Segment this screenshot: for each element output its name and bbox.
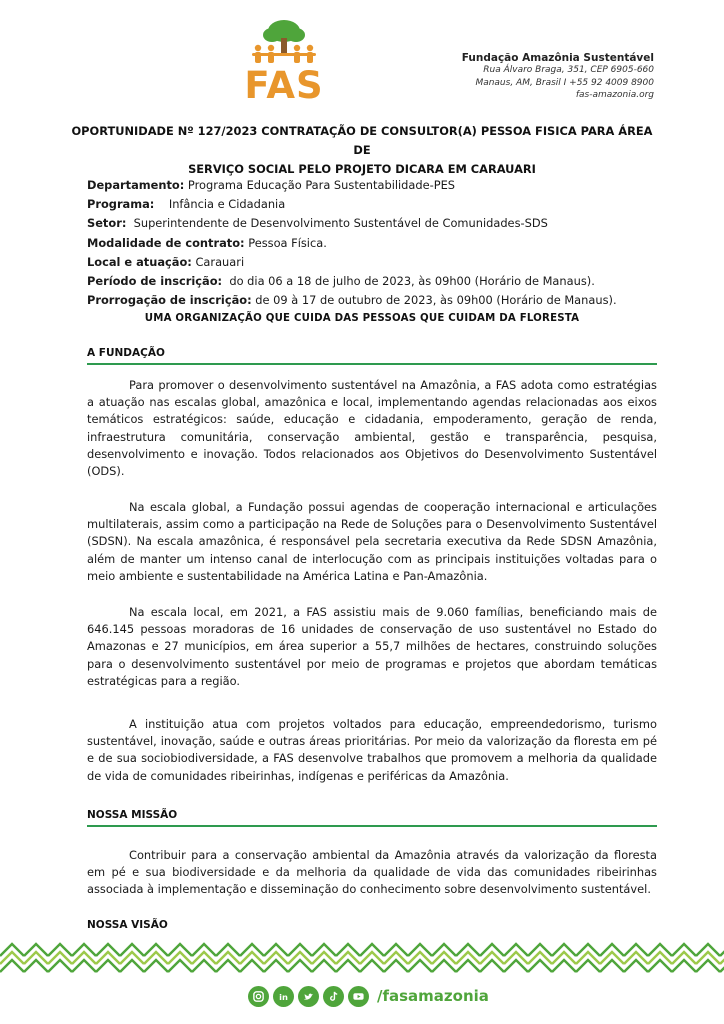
paragraph: Contribuir para a conservação ambiental da Amazônia através da valorização da floresta em pé e sua biodiversidade e da melhoria da qualidade de vida das comunidades ribeirinhas associada à implementação e disseminação do conhecimento sobre desenvolvimento sustentável.	[87, 848, 657, 897]
info-value: Carauari	[191, 254, 245, 269]
section-missao	[87, 809, 657, 827]
org-address-block	[462, 52, 654, 102]
paragraph: A instituição atua com projetos voltados para educação, empreendedorismo, turismo sustentável, inovação, saúde e outras áreas prioritárias. Por meio da valorização da floresta em pé e de sua sociobiodiversidade, a FAS desenvolve trabalhos que promovem a melhoria da qualidade de vida de comunidades ribeirinhas, indígenas e periféricas da Amazônia.	[87, 717, 657, 783]
info-contract	[87, 234, 647, 253]
info-value: Infância e Cidadania	[154, 197, 286, 212]
info-program	[87, 195, 647, 214]
address-line: Manaus, AM, Brasil I +55 92 4009 8900	[475, 77, 654, 88]
section-heading: NOSSA VISÃO	[87, 919, 168, 931]
org-name: Fundação Amazônia Sustentável	[461, 52, 654, 64]
tree-people-icon	[244, 18, 324, 68]
info-sector	[87, 214, 647, 233]
slogan: UMA ORGANIZAÇÃO QUE CUIDA DAS PESSOAS QUE CUIDAM DA FLORESTA	[144, 313, 580, 324]
info-label: Programa:	[87, 197, 155, 212]
twitter-icon[interactable]	[298, 986, 319, 1007]
svg-text:in: in	[279, 991, 288, 1002]
info-location	[87, 253, 647, 272]
info-label: Local e atuação:	[87, 254, 192, 269]
linkedin-icon[interactable]	[273, 986, 294, 1007]
info-label: Modalidade de contrato:	[87, 235, 245, 250]
info-department	[87, 176, 647, 195]
info-value: do dia 06 a 18 de julho de 2023, às 09h00 (Horário de Manaus).	[222, 274, 595, 289]
tiktok-icon[interactable]	[323, 986, 344, 1007]
social-footer	[248, 985, 489, 1007]
paragraph: Na escala global, a Fundação possui agendas de cooperação internacional e articulações multilaterais, assim como a participação na Rede de Soluções para o Desenvolvimento Sustentável (SDSN). Na escala amazônica, é responsável pela secretaria executiva da Rede SDSN Amazônia, além de manter um intenso canal de interlocução com as principais instituições voltadas para o meio ambiente e sustentabilidade na América Latina e Pan-Amazônia.	[87, 500, 657, 583]
section-fundacao	[87, 347, 657, 365]
info-label: Período de inscrição:	[87, 274, 223, 289]
document-title	[70, 122, 654, 179]
info-value: Programa Educação Para Sustentabilidade-PES	[184, 178, 456, 192]
section-heading: A FUNDAÇÃO	[87, 347, 657, 365]
info-label: Prorrogação de inscrição:	[87, 293, 252, 308]
info-registration-extension	[87, 291, 647, 310]
logo-wordmark: FAS	[244, 64, 324, 107]
info-registration-period	[87, 272, 647, 291]
instagram-icon[interactable]	[248, 986, 269, 1007]
social-handle[interactable]: /fasamazonia	[377, 987, 489, 1005]
paragraph: Para promover o desenvolvimento sustentável na Amazônia, a FAS adota como estratégias a atuação nas escalas global, amazônica e local, implementando agendas relacionadas aos eixos temáticos estratégicos: saúde, educação e cidadania, empoderamento, geração de renda, infraestrutura comunitária, conservação ambiental, gestão e transparência, pesquisa, desenvolvimento e inovação. Todos relacionados aos Objetivos do Desenvolvimento Sustentável (ODS).	[87, 378, 657, 479]
website-line: fas-amazonia.org	[575, 90, 654, 100]
address-line: Rua Álvaro Braga, 351, CEP 6905-660	[483, 65, 654, 75]
section-visao	[87, 919, 657, 935]
title-line: OPORTUNIDADE Nº 127/2023 CONTRATAÇÃO DE CONSULTOR(A) PESSOA FISICA PARA ÁREA DE	[71, 124, 653, 157]
title-line: SERVIÇO SOCIAL PELO PROJETO DICARA EM CARAUARI	[188, 162, 536, 176]
info-value: Pessoa Física.	[244, 235, 327, 250]
info-value: Superintendente de Desenvolvimento Sustentável de Comunidades-SDS	[126, 216, 548, 231]
section-heading: NOSSA MISSÃO	[87, 809, 657, 827]
zigzag-border	[0, 942, 724, 974]
info-label: Setor:	[87, 216, 127, 231]
youtube-icon[interactable]	[348, 986, 369, 1007]
info-label: Departamento:	[87, 178, 185, 192]
job-info-block	[87, 176, 647, 310]
info-value: de 09 à 17 de outubro de 2023, às 09h00 (Horário de Manaus).	[251, 293, 617, 308]
paragraph: Na escala local, em 2021, a FAS assistiu mais de 9.060 famílias, beneficiando mais de 646.145 pessoas moradoras de 16 unidades de conservação de uso sustentável no Estado do Amazonas e 27 municípios, em área superior a 55,7 milhões de hectares, construindo soluções para o desenvolvimento sustentável por meio de programas e projetos que abordam temáticas estratégicas para a região.	[87, 605, 657, 688]
fas-logo	[244, 18, 334, 107]
